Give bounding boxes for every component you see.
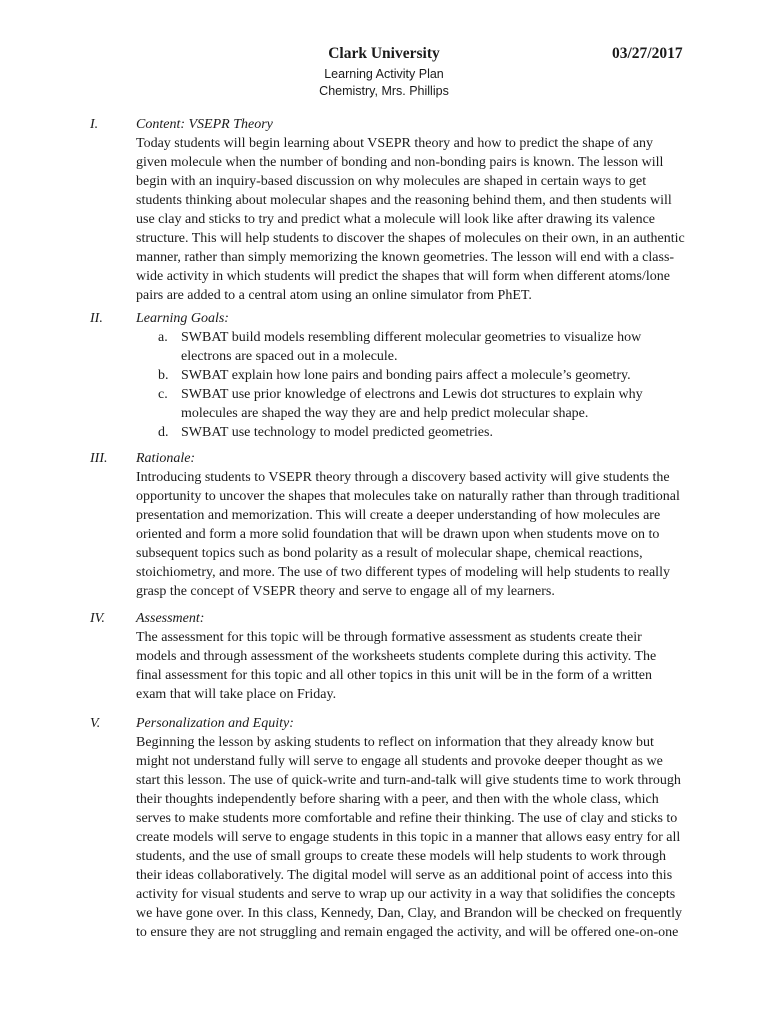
- university-name: Clark University: [328, 45, 440, 62]
- goal-line: SWBAT build models resembling different molecular geometries to visualize how: [181, 330, 642, 345]
- section-title: Personalization and Equity:: [136, 716, 294, 731]
- paragraph-line: manner, rather than simply memorizing the known geometries. The lesson will end with a class-: [136, 250, 675, 265]
- paragraph-line: their ideas collaboratively. The digital model will serve as an additional point of access into this: [136, 868, 673, 883]
- section-title: Learning Goals:: [136, 311, 229, 326]
- paragraph-line: students thinking about molecular shapes and the reasoning behind them, and then students will: [136, 193, 672, 208]
- section-title: Assessment:: [136, 611, 205, 626]
- paragraph-line: use clay and sticks to try and predict what a molecule will look like after drawing its valence: [136, 212, 655, 227]
- goal-letter: d.: [158, 425, 169, 440]
- paragraph-line: we have gone over. In this class, Kennedy, Dan, Clay, and Brandon will be checked on frequently: [136, 906, 682, 921]
- paragraph-line: stoichiometry, and more. The use of two different types of modeling will help students to really: [136, 565, 670, 580]
- paragraph-line: Today students will begin learning about VSEPR theory and how to predict the shape of any: [136, 136, 654, 151]
- goal-text: [181, 366, 631, 385]
- paragraph-line: serves to make students more comfortable and refine their thinking. The use of clay and sticks to: [136, 811, 678, 826]
- section-paragraph: [136, 468, 681, 601]
- section-numeral: I.: [90, 117, 99, 132]
- paragraph-line: Beginning the lesson by asking students to reflect on information that they already know but: [136, 735, 654, 750]
- section-title: Rationale:: [136, 451, 196, 466]
- section-numeral: III.: [90, 451, 108, 466]
- section-title: Content: VSEPR Theory: [136, 117, 273, 132]
- goal-line: electrons are spaced out in a molecule.: [181, 349, 398, 364]
- paragraph-line: to ensure they are not struggling and remain engaged the activity, and will be offered one-on-one: [136, 925, 679, 940]
- paragraph-line: activity for visual students and serve to wrap up our activity in a way that solidifies the concepts: [136, 887, 676, 902]
- goal-text: [181, 423, 493, 442]
- goal-line: SWBAT use prior knowledge of electrons and Lewis dot structures to explain why: [181, 387, 643, 402]
- document-header: [0, 44, 768, 104]
- section-numeral: II.: [90, 311, 103, 326]
- document-date: 03/27/2017: [612, 45, 683, 62]
- goal-line: SWBAT explain how lone pairs and bonding pairs affect a molecule’s geometry.: [181, 368, 631, 383]
- paragraph-line: grasp the concept of VSEPR theory and serve to engage all of my learners.: [136, 584, 555, 599]
- goal-letter: a.: [158, 330, 168, 345]
- goal-line: SWBAT use technology to model predicted geometries.: [181, 425, 493, 440]
- section-numeral: IV.: [90, 611, 105, 626]
- goal-text: [181, 328, 641, 366]
- paragraph-line: opportunity to uncover the shapes that molecules take on naturally rather than through traditional: [136, 489, 680, 504]
- paragraph-line: pairs are added to a central atom using an online simulator from PhET.: [136, 288, 532, 303]
- paragraph-line: oriented and form a more solid foundation that will be drawn upon when students move on to: [136, 527, 660, 542]
- paragraph-line: final assessment for this topic and all other topics in this unit will be in the form of a written: [136, 668, 652, 683]
- paragraph-line: given molecule when the number of bonding and non-bonding pairs is known. The lesson will: [136, 155, 664, 170]
- paragraph-line: create models will serve to engage students in this topic in a manner that allows easy entry for all: [136, 830, 681, 845]
- section-paragraph: [136, 733, 681, 942]
- goal-text: [181, 385, 643, 423]
- section-paragraph: [136, 628, 681, 704]
- section-numeral: V.: [90, 716, 101, 731]
- paragraph-line: wide activity in which students will predict the shapes that will form when different atoms/lone: [136, 269, 670, 284]
- paragraph-line: students, and the use of small groups to create these models will help students to work through: [136, 849, 666, 864]
- paragraph-line: start this lesson. The use of quick-write and turn-and-talk will give students time to work through: [136, 773, 681, 788]
- paragraph-line: might not understand fully will serve to engage all students and provoke deeper thought as we: [136, 754, 663, 769]
- paragraph-line: subsequent topics such as bond polarity as a result of molecular shape, chemical reactions,: [136, 546, 643, 561]
- paragraph-line: models and through assessment of the worksheets students complete during this activity. The: [136, 649, 657, 664]
- paragraph-line: their thoughts independently before sharing with a peer, and then with the whole class, which: [136, 792, 659, 807]
- paragraph-line: presentation and memorization. This will create a deeper understanding of how molecules are: [136, 508, 661, 523]
- section-paragraph: [136, 134, 685, 305]
- goal-letter: b.: [158, 368, 169, 383]
- plan-title: Learning Activity Plan: [324, 67, 444, 81]
- course-name: Chemistry, Mrs. Phillips: [319, 84, 449, 98]
- paragraph-line: begin with an inquiry-based discussion on why molecules are shaped in certain ways to get: [136, 174, 647, 189]
- paragraph-line: exam that will take place on Friday.: [136, 687, 337, 702]
- paragraph-line: structure. This will help students to discover the shapes of molecules on their own, in an authentic: [136, 231, 685, 246]
- paragraph-line: The assessment for this topic will be through formative assessment as students create their: [136, 630, 642, 645]
- paragraph-line: Introducing students to VSEPR theory through a discovery based activity will give students the: [136, 470, 670, 485]
- goal-letter: c.: [158, 387, 168, 402]
- goal-line: molecules are shaped the way they are and help predict molecular shape.: [181, 406, 589, 421]
